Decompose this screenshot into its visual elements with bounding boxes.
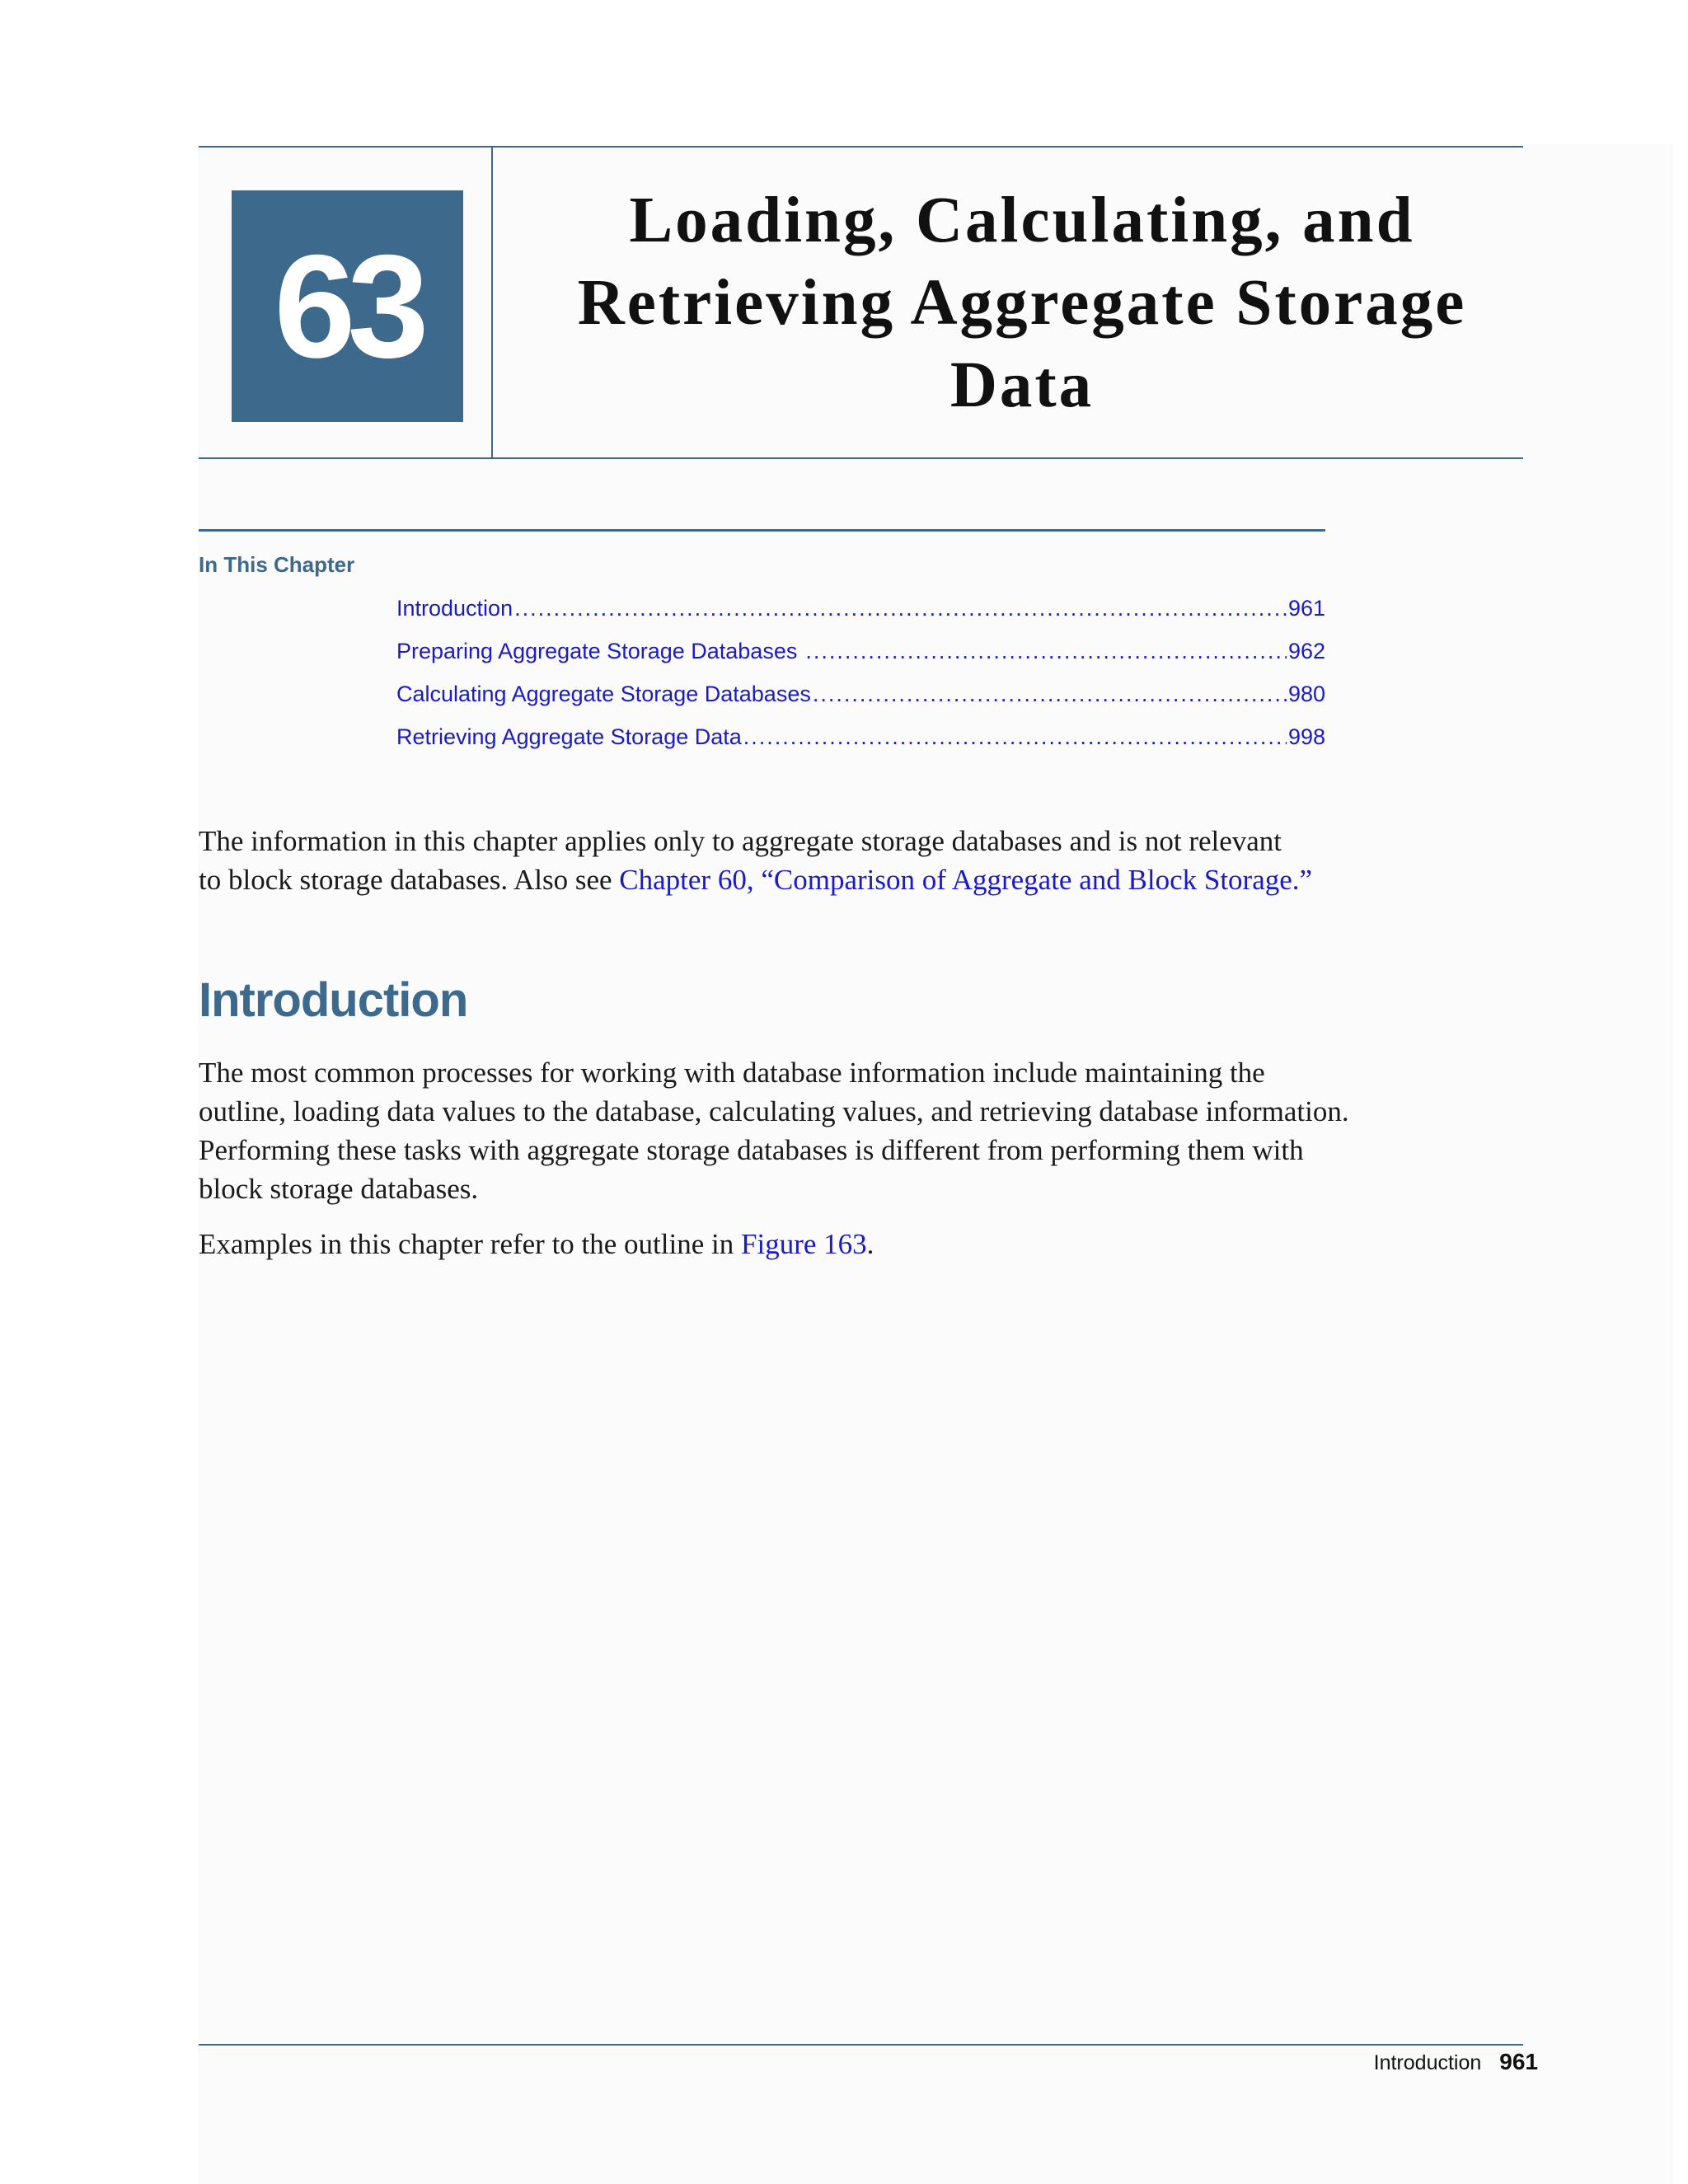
section-paragraph: The most common processes for working with database information include maintaining the outline, loading data values to the database, calculating values, and retrieving database information. Performing these tasks with aggregate storage databases is different from performing them with block storage databases. — [199, 1057, 1349, 1205]
chapter-title-line: Retrieving Aggregate Storage — [577, 267, 1467, 339]
chapter-title-line: Data — [950, 349, 1095, 421]
intro-line — [199, 860, 1353, 899]
chapter-toc — [396, 592, 1325, 763]
section-heading: Introduction — [199, 973, 468, 1027]
toc-entry[interactable] — [396, 592, 1325, 635]
toc-entry-label[interactable]: Preparing Aggregate Storage Databases — [396, 639, 798, 663]
toc-entry[interactable] — [396, 677, 1325, 720]
footer-page-number: 961 — [1499, 2049, 1538, 2074]
toc-leader-dots — [514, 592, 1287, 625]
toc-top-rule — [199, 529, 1325, 532]
intro-line-text: to block storage databases. Also see — [199, 864, 620, 896]
figure-163-link[interactable]: Figure 163 — [741, 1228, 867, 1260]
toc-entry[interactable] — [396, 720, 1325, 763]
in-this-chapter-heading: In This Chapter — [199, 552, 355, 577]
chapter-number: 63 — [274, 223, 421, 388]
footer-section-name: Introduction — [1373, 2051, 1482, 2074]
header-top-rule — [199, 146, 1523, 148]
toc-entry-page[interactable]: 961 — [1287, 596, 1325, 621]
intro-line: The information in this chapter applies only to aggregate storage databases and is not relevant — [199, 825, 1282, 857]
toc-leader-dots — [813, 677, 1287, 710]
chapter-title-line: Loading, Calculating, and — [629, 185, 1415, 256]
toc-entry[interactable] — [396, 635, 1325, 677]
toc-leader-dots — [743, 720, 1287, 753]
section-paragraph-text: Examples in this chapter refer to the outline in — [199, 1228, 741, 1260]
toc-entry-label[interactable]: Calculating Aggregate Storage Databases — [396, 682, 811, 706]
toc-entry-label[interactable]: Retrieving Aggregate Storage Data — [396, 724, 742, 749]
chapter-number-box — [232, 190, 463, 422]
page-footer — [1374, 2049, 1538, 2075]
toc-entry-page[interactable]: 998 — [1287, 724, 1325, 749]
chapter-intro-paragraph — [199, 822, 1353, 899]
toc-leader-dots — [805, 635, 1287, 668]
footer-rule — [199, 2044, 1523, 2046]
toc-entry-page[interactable]: 962 — [1287, 639, 1325, 663]
section-paragraph-text: . — [866, 1228, 874, 1260]
header-bottom-rule — [199, 457, 1523, 459]
section-paragraph — [199, 1225, 1353, 1263]
chapter-60-link[interactable]: Chapter 60, “Comparison of Aggregate and Block Storage.” — [619, 864, 1313, 896]
chapter-title — [528, 180, 1517, 427]
header-divider — [491, 146, 493, 458]
toc-entry-page[interactable]: 980 — [1287, 682, 1325, 706]
toc-entry-label[interactable]: Introduction — [396, 596, 513, 621]
